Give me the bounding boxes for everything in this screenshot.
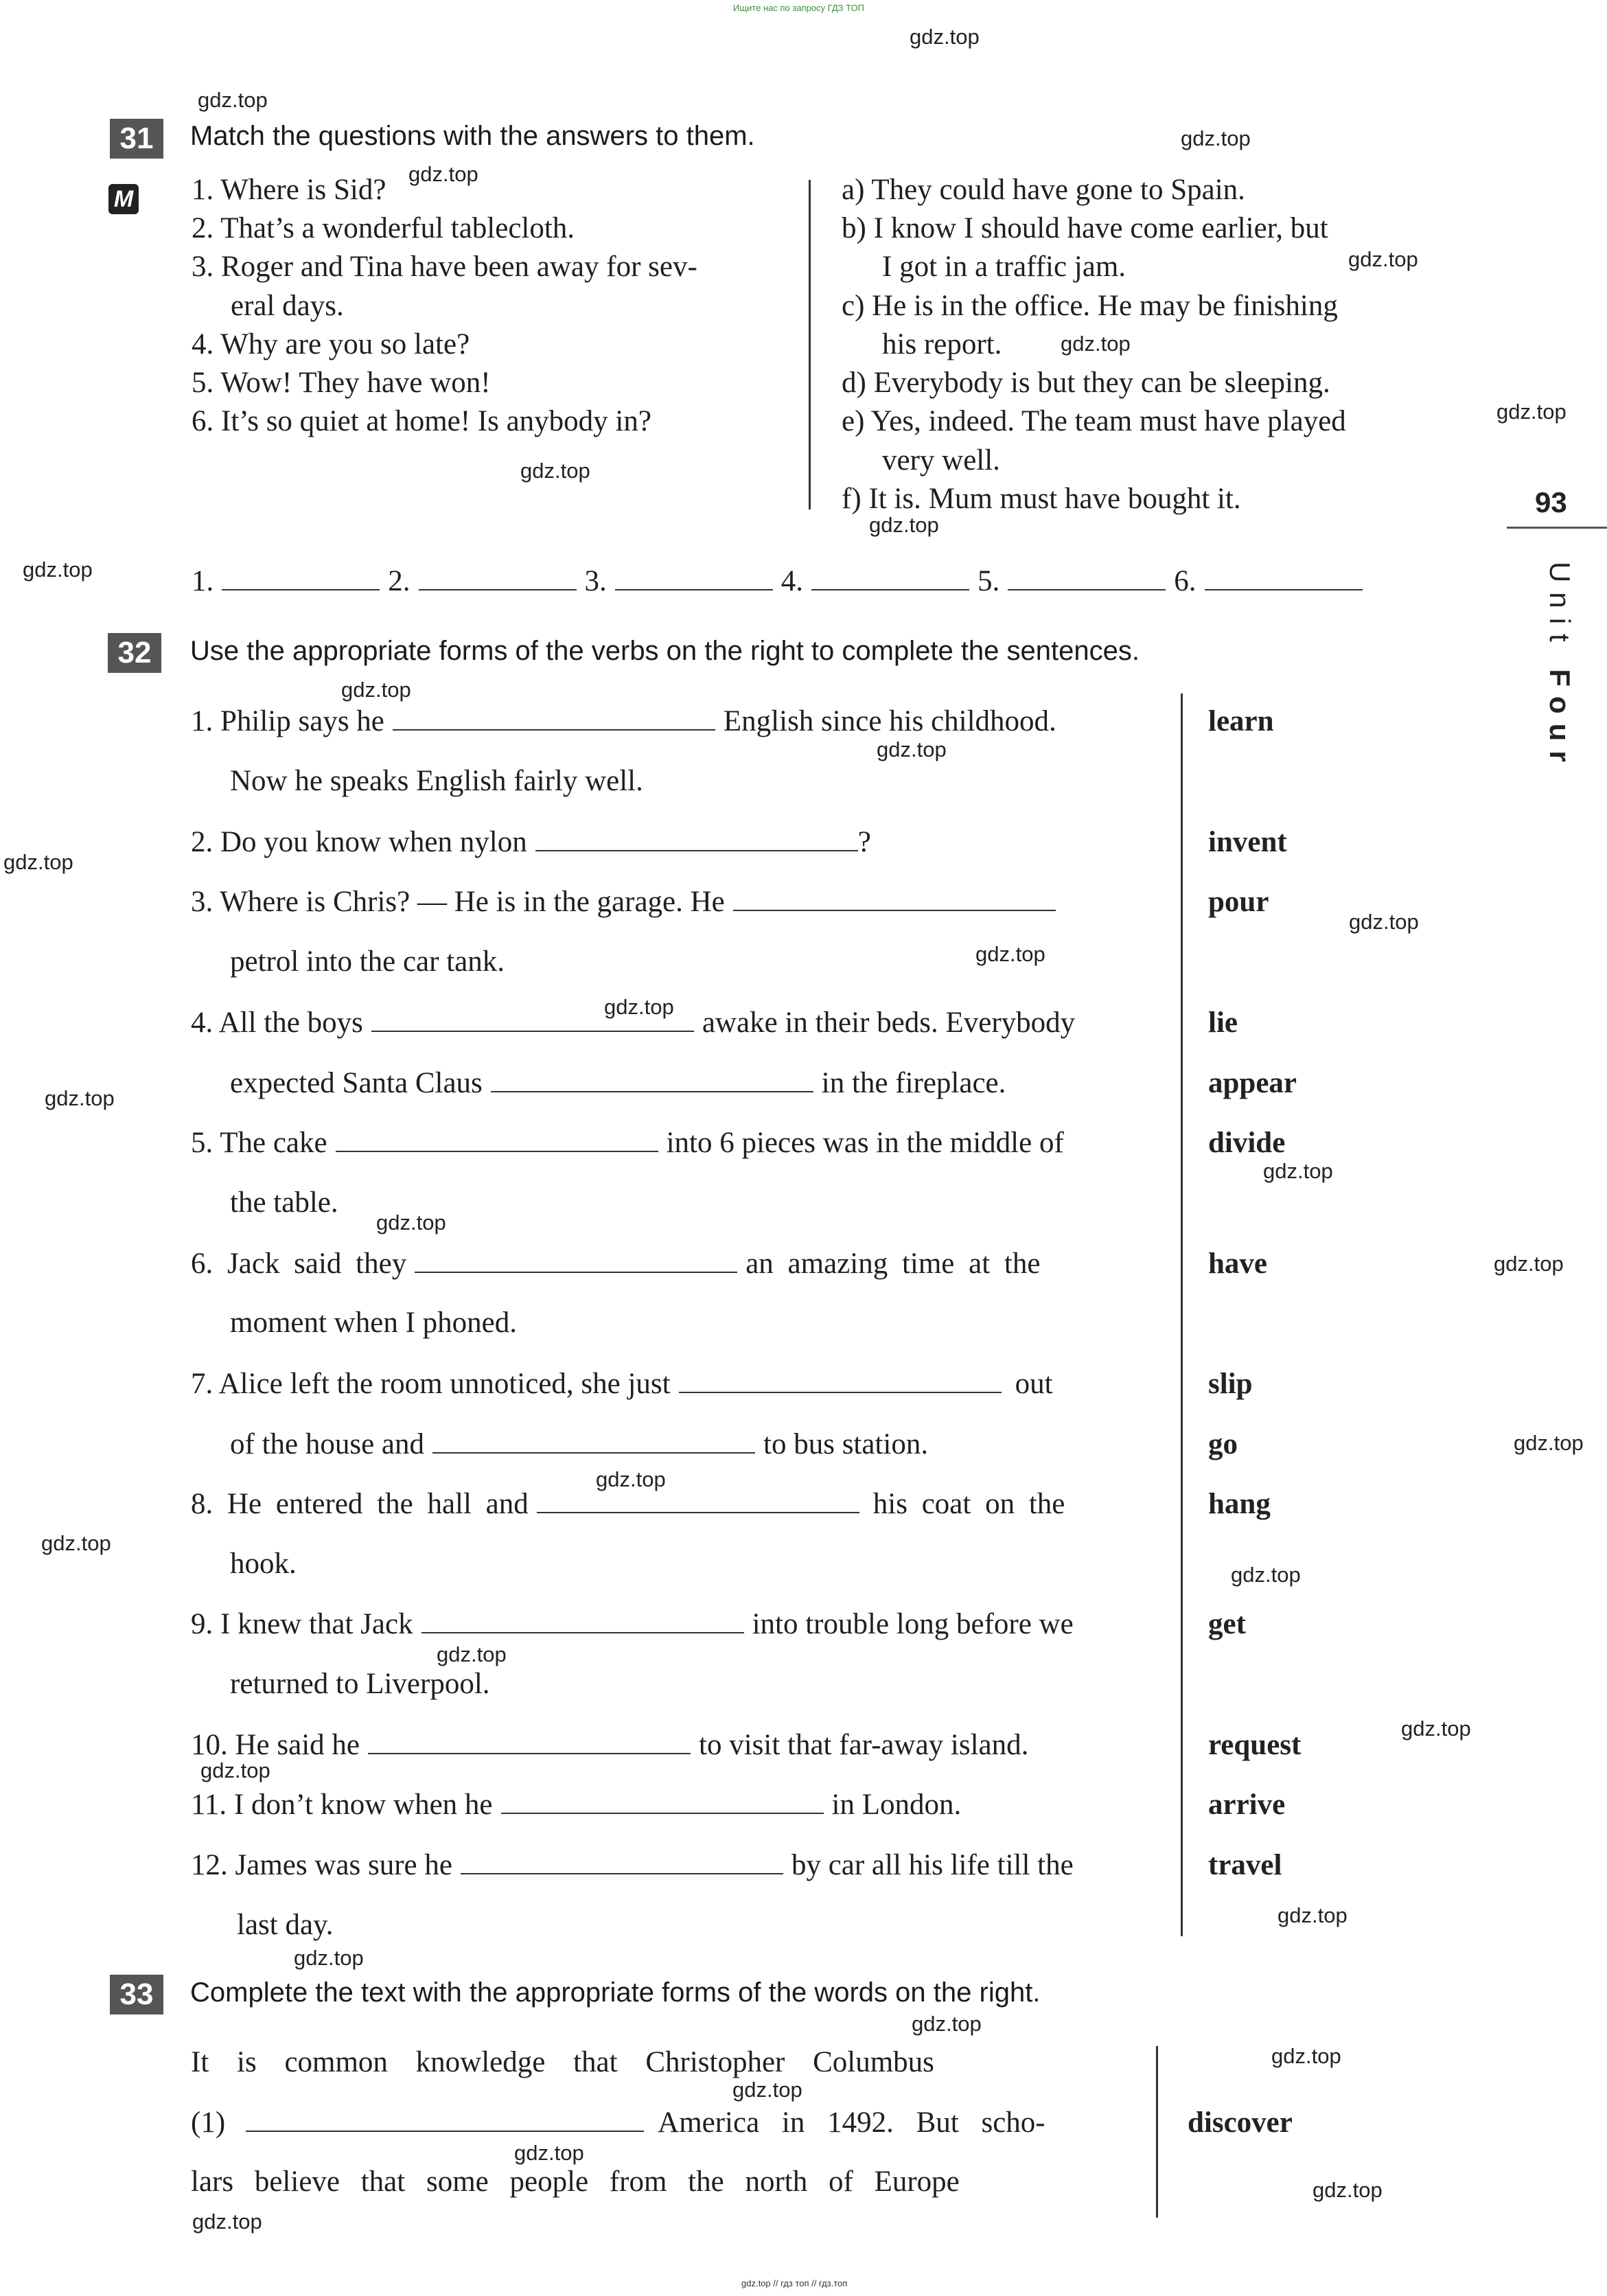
s2-text: ? — [857, 826, 871, 858]
s10-text: 10. He said he — [191, 1729, 360, 1761]
exercise-33-instruction: Complete the text with the appropriate forms of the words on the right. — [190, 1977, 1041, 2008]
slot-label: 3. — [584, 565, 607, 597]
watermark: gdz.top — [1496, 400, 1566, 424]
slot-label: 5. — [978, 565, 1000, 597]
verb-invent: invent — [1208, 826, 1287, 858]
watermark: gdz.top — [200, 1758, 270, 1782]
watermark: gdz.top — [1349, 910, 1419, 934]
question-2: 2. That’s a wonderful tablecloth. — [192, 212, 575, 244]
slot-label: 1. — [192, 565, 214, 597]
answer-f: f) It is. Mum must have bought it. — [842, 483, 1241, 515]
sentence-5 — [191, 1123, 1064, 1162]
words-divider — [1156, 2046, 1158, 2218]
s8-text: his coat on the — [872, 1488, 1065, 1520]
s6-text: 6. Jack said they — [191, 1248, 407, 1280]
s7-text: of the house and — [230, 1428, 425, 1460]
s3-text: 3. Where is Chris? — He is in the garage. He — [191, 886, 725, 918]
exercise-31-badge: 31 — [110, 119, 163, 159]
watermark: gdz.top — [877, 737, 947, 761]
s11-blank[interactable] — [501, 1785, 824, 1814]
slot-label: 4. — [781, 565, 803, 597]
sentence-4-cont — [230, 1064, 1006, 1103]
s4-text: awake in their beds. Everybody — [702, 1007, 1076, 1039]
answer-blank-2[interactable] — [419, 562, 577, 590]
s11-text: 11. I don’t know when he — [191, 1789, 493, 1821]
sentence-12 — [191, 1846, 1074, 1885]
watermark: gdz.top — [41, 1531, 111, 1555]
s8-blank[interactable] — [537, 1484, 859, 1513]
sentence-9 — [191, 1605, 1074, 1644]
exercise-32-instruction: Use the appropriate forms of the verbs on the right to complete the sentences. — [190, 636, 1140, 666]
s7-text: 7. Alice left the room unnoticed, she just — [191, 1368, 671, 1400]
column-divider — [809, 180, 811, 509]
answer-blank-4[interactable] — [811, 562, 969, 590]
question-4: 4. Why are you so late? — [192, 328, 470, 360]
watermark: gdz.top — [341, 678, 411, 702]
verb-learn: learn — [1208, 705, 1274, 737]
s12-blank[interactable] — [461, 1846, 783, 1874]
watermark: gdz.top — [3, 850, 73, 874]
s2-blank[interactable] — [535, 823, 858, 851]
watermark: gdz.top — [1181, 126, 1251, 150]
s12-text: 12. James was sure he — [191, 1849, 452, 1881]
watermark: gdz.top — [732, 2078, 802, 2102]
watermark: gdz.top — [520, 459, 590, 483]
answer-d: d) Everybody is but they can be sleeping. — [842, 367, 1330, 399]
verb-hang: hang — [1208, 1488, 1271, 1520]
footer-note: gdz.top // гдз топ // гдз.топ — [741, 2278, 848, 2288]
sentence-9-cont: returned to Liverpool. — [230, 1668, 490, 1700]
watermark: gdz.top — [1313, 2178, 1383, 2202]
sentence-5-cont: the table. — [230, 1186, 338, 1219]
exercise-32-badge: 32 — [108, 633, 161, 673]
answer-a: a) They could have gone to Spain. — [842, 174, 1245, 206]
sentence-3 — [191, 882, 1064, 921]
s11-text: in London. — [831, 1789, 962, 1821]
sentence-1-cont: Now he speaks English fairly well. — [230, 765, 643, 797]
watermark: gdz.top — [1348, 247, 1418, 271]
s5-text: 5. The cake — [191, 1127, 327, 1159]
answer-b: b) I know I should have come earlier, but — [842, 212, 1328, 244]
answer-e: e) Yes, indeed. The team must have played — [842, 405, 1346, 437]
s1-text: English since his childhood. — [723, 705, 1056, 737]
s7-blank-2[interactable] — [432, 1425, 755, 1454]
s8-text: 8. He entered the hall and — [191, 1488, 529, 1520]
sentence-6 — [191, 1244, 1040, 1283]
s7-blank-1[interactable] — [679, 1364, 1002, 1393]
s5-text: into 6 pieces was in the middle of — [666, 1127, 1064, 1159]
answer-c: c) He is in the office. He may be finishing — [842, 290, 1338, 322]
watermark: gdz.top — [23, 558, 93, 582]
ex33-line-1: It is common knowledge that Christopher Columbus — [191, 2046, 934, 2078]
ex33-gap-label: (1) — [191, 2106, 226, 2139]
slot-label: 2. — [388, 565, 411, 597]
sentence-4 — [191, 1003, 1075, 1042]
watermark: gdz.top — [1061, 332, 1131, 356]
watermark: gdz.top — [376, 1210, 446, 1235]
s9-text: 9. I knew that Jack — [191, 1608, 413, 1640]
sentence-10 — [191, 1725, 1028, 1765]
ex33-line-2 — [191, 2103, 1045, 2142]
watermark: gdz.top — [596, 1467, 666, 1491]
sentence-7-cont — [230, 1425, 928, 1464]
answer-c-cont: his report. — [882, 328, 1002, 360]
s6-blank[interactable] — [415, 1244, 737, 1273]
sentence-12-cont: last day. — [237, 1909, 334, 1941]
ex33-line-3: lars believe that some people from the north of Europe — [191, 2166, 960, 2198]
watermark: gdz.top — [1401, 1717, 1471, 1741]
exercise-31-instruction: Match the questions with the answers to them. — [190, 121, 755, 151]
verb-arrive: arrive — [1208, 1789, 1286, 1821]
sentence-6-cont: moment when I phoned. — [230, 1307, 517, 1339]
slot-label: 6. — [1174, 565, 1196, 597]
question-5: 5. Wow! They have won! — [192, 367, 491, 399]
sentence-11 — [191, 1785, 961, 1824]
verbs-divider — [1181, 693, 1183, 1936]
sentence-2 — [191, 823, 871, 862]
watermark: gdz.top — [1263, 1159, 1333, 1183]
s9-text: into trouble long before we — [752, 1608, 1074, 1640]
watermark: gdz.top — [869, 513, 939, 537]
s4-text: in the fireplace. — [821, 1067, 1006, 1099]
watermark: gdz.top — [514, 2141, 584, 2165]
ex33-blank-1[interactable] — [246, 2103, 644, 2132]
verb-go: go — [1208, 1428, 1238, 1460]
m-icon: M — [108, 184, 139, 214]
answer-blank-5[interactable] — [1008, 562, 1166, 590]
watermark: gdz.top — [910, 25, 980, 49]
verb-travel: travel — [1208, 1849, 1282, 1881]
verb-pour: pour — [1208, 886, 1269, 918]
s6-text: an amazing time at the — [745, 1248, 1041, 1280]
s7-text: out — [1015, 1368, 1053, 1400]
sentence-1 — [191, 702, 1056, 741]
sentence-3-cont: petrol into the car tank. — [230, 945, 505, 978]
s10-text: to visit that far-away island. — [699, 1729, 1029, 1761]
watermark: gdz.top — [45, 1086, 115, 1110]
question-3: 3. Roger and Tina have been away for sev- — [192, 251, 697, 283]
answer-b-cont: I got in a traffic jam. — [882, 251, 1126, 283]
s4-text: 4. All the boys — [191, 1007, 363, 1039]
s4-blank-2[interactable] — [491, 1064, 813, 1092]
watermark: gdz.top — [1514, 1431, 1584, 1455]
unit-word: Unit — [1544, 562, 1576, 652]
watermark: gdz.top — [294, 1946, 364, 1970]
answer-slots — [192, 562, 1371, 601]
ex33-text: America in 1492. But scho- — [658, 2106, 1045, 2139]
s10-blank[interactable] — [368, 1725, 691, 1754]
answer-blank-3[interactable] — [615, 562, 773, 590]
s12-text: by car all his life till the — [791, 1849, 1074, 1881]
page-number-rule — [1507, 527, 1607, 529]
question-6: 6. It’s so quiet at home! Is anybody in? — [192, 405, 651, 437]
watermark: gdz.top — [1494, 1252, 1564, 1276]
answer-e-cont: very well. — [882, 444, 1000, 477]
page-number: 93 — [1535, 486, 1567, 518]
verb-lie: lie — [1208, 1007, 1238, 1039]
verb-appear: appear — [1208, 1067, 1297, 1099]
unit-four: Four — [1544, 669, 1576, 772]
watermark: gdz.top — [1271, 2044, 1341, 2068]
s4-blank-1[interactable] — [371, 1003, 694, 1032]
watermark: gdz.top — [604, 995, 674, 1019]
exercise-33-badge: 33 — [110, 1975, 163, 2014]
sentence-7 — [191, 1364, 1053, 1403]
watermark: gdz.top — [198, 88, 268, 112]
sentence-8-cont: hook. — [230, 1548, 297, 1580]
word-discover: discover — [1188, 2106, 1293, 2139]
watermark: gdz.top — [1277, 1903, 1348, 1927]
unit-label — [1543, 562, 1576, 772]
watermark: gdz.top — [975, 942, 1045, 966]
watermark: gdz.top — [912, 2012, 982, 2036]
question-3-cont: eral days. — [231, 290, 344, 322]
s2-text: 2. Do you know when nylon — [191, 826, 527, 858]
s7-text: to bus station. — [763, 1428, 929, 1460]
watermark: gdz.top — [1231, 1563, 1301, 1587]
s1-text: 1. Philip says he — [191, 705, 384, 737]
watermark: gdz.top — [192, 2209, 262, 2234]
watermark: gdz.top — [437, 1642, 507, 1666]
verb-request: request — [1208, 1729, 1302, 1761]
s9-blank[interactable] — [421, 1605, 744, 1633]
verb-divide: divide — [1208, 1127, 1286, 1159]
sentence-8 — [191, 1484, 1065, 1524]
verb-get: get — [1208, 1608, 1246, 1640]
s5-blank[interactable] — [336, 1123, 658, 1152]
question-1: 1. Where is Sid? — [192, 174, 386, 206]
s3-blank[interactable] — [733, 882, 1056, 911]
answer-blank-6[interactable] — [1205, 562, 1363, 590]
top-note: Ищите нас по запросу ГДЗ ТОП — [733, 3, 864, 13]
verb-have: have — [1208, 1248, 1267, 1280]
verb-slip: slip — [1208, 1368, 1253, 1400]
s4-text: expected Santa Claus — [230, 1067, 483, 1099]
watermark: gdz.top — [408, 162, 478, 186]
answer-blank-1[interactable] — [222, 562, 380, 590]
s1-blank[interactable] — [393, 702, 715, 731]
